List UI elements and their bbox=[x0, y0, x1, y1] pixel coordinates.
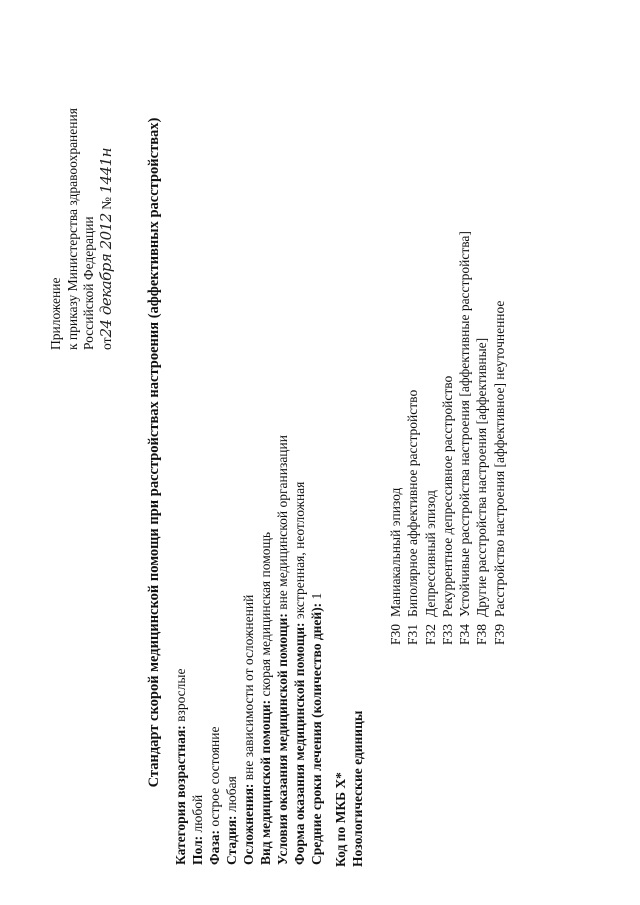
icd-row bbox=[473, 231, 490, 645]
param-row bbox=[257, 435, 274, 865]
param-value: любой bbox=[190, 794, 205, 836]
icd-code: F33 bbox=[439, 623, 455, 645]
param-value: вне зависимости от осложнений bbox=[241, 594, 256, 784]
icd-code: F30 bbox=[388, 623, 403, 645]
param-row bbox=[189, 435, 206, 865]
param-value: острое состояние bbox=[207, 726, 222, 830]
icd-code-label: Код по МКБ X* bbox=[333, 772, 348, 867]
standard-parameters bbox=[172, 435, 325, 865]
icd-name: Расстройство настроения [аффективное] неуточненное bbox=[491, 300, 507, 617]
appendix-date-line bbox=[98, 108, 116, 350]
appendix-block bbox=[48, 108, 115, 350]
icd-code: F31 bbox=[405, 623, 421, 645]
appendix-line-3: Российской Федерации bbox=[81, 216, 96, 350]
param-row bbox=[206, 435, 223, 865]
icd-name: Рекуррентное депрессивное расстройство bbox=[439, 375, 455, 617]
param-value: 1 bbox=[309, 592, 324, 603]
icd-row bbox=[387, 231, 404, 645]
icd-code: F32 bbox=[422, 623, 438, 645]
nosology-label: Нозологические единицы bbox=[350, 710, 365, 867]
icd-code: F38 bbox=[474, 623, 490, 645]
param-value: взрослые bbox=[173, 668, 188, 726]
icd-row bbox=[422, 231, 439, 645]
param-label: Стадия: bbox=[224, 815, 239, 865]
icd-name: Другие расстройства настроения [аффективные] bbox=[474, 337, 490, 617]
number-prefix: № bbox=[98, 196, 114, 210]
param-value: скорая медицинская помощь bbox=[258, 531, 273, 700]
param-row bbox=[291, 435, 308, 865]
icd-code: F34 bbox=[457, 623, 473, 645]
handwritten-number: 1441н bbox=[96, 148, 115, 194]
param-row bbox=[240, 435, 257, 865]
document-title: Стандарт скорой медицинской помощи при расстройствах настроения (аффективных расстройствах) bbox=[146, 117, 162, 788]
param-row bbox=[172, 435, 189, 865]
param-label: Средние сроки лечения (количество дней): bbox=[309, 602, 324, 865]
code-labels bbox=[332, 711, 366, 867]
param-label: Вид медицинской помощи: bbox=[258, 699, 273, 865]
param-label: Категория возрастная: bbox=[173, 725, 188, 865]
param-value: экстренная, неотложная bbox=[292, 481, 307, 623]
param-label: Осложнения: bbox=[241, 783, 256, 865]
param-value: любая bbox=[224, 776, 239, 816]
icd-name: Биполярное аффективное расстройство bbox=[405, 389, 421, 617]
param-label: Условия оказания медицинской помощи: bbox=[275, 613, 290, 865]
icd-code: F39 bbox=[491, 623, 507, 645]
icd-row bbox=[456, 231, 473, 645]
icd-row bbox=[439, 231, 456, 645]
param-row bbox=[308, 435, 325, 865]
icd-row bbox=[404, 231, 421, 645]
date-prefix: от bbox=[98, 337, 114, 350]
param-value: вне медицинской организации bbox=[275, 435, 290, 614]
handwritten-date: 24 декабря 2012 bbox=[96, 213, 115, 338]
icd-name: Депрессивный эпизод bbox=[422, 490, 438, 617]
icd-list bbox=[387, 231, 508, 645]
param-row bbox=[223, 435, 240, 865]
param-label: Форма оказания медицинской помощи: bbox=[292, 622, 307, 865]
param-row bbox=[274, 435, 291, 865]
param-label: Фаза: bbox=[207, 829, 222, 865]
appendix-line-1: Приложение bbox=[48, 277, 63, 350]
icd-name: Маниакальный эпизод bbox=[388, 487, 403, 617]
param-label: Пол: bbox=[190, 835, 205, 865]
icd-name: Устойчивые расстройства настроения [аффективные расстройства] bbox=[457, 231, 473, 617]
appendix-line-2: к приказу Министерства здравоохранения bbox=[64, 108, 80, 350]
icd-row bbox=[491, 231, 508, 645]
